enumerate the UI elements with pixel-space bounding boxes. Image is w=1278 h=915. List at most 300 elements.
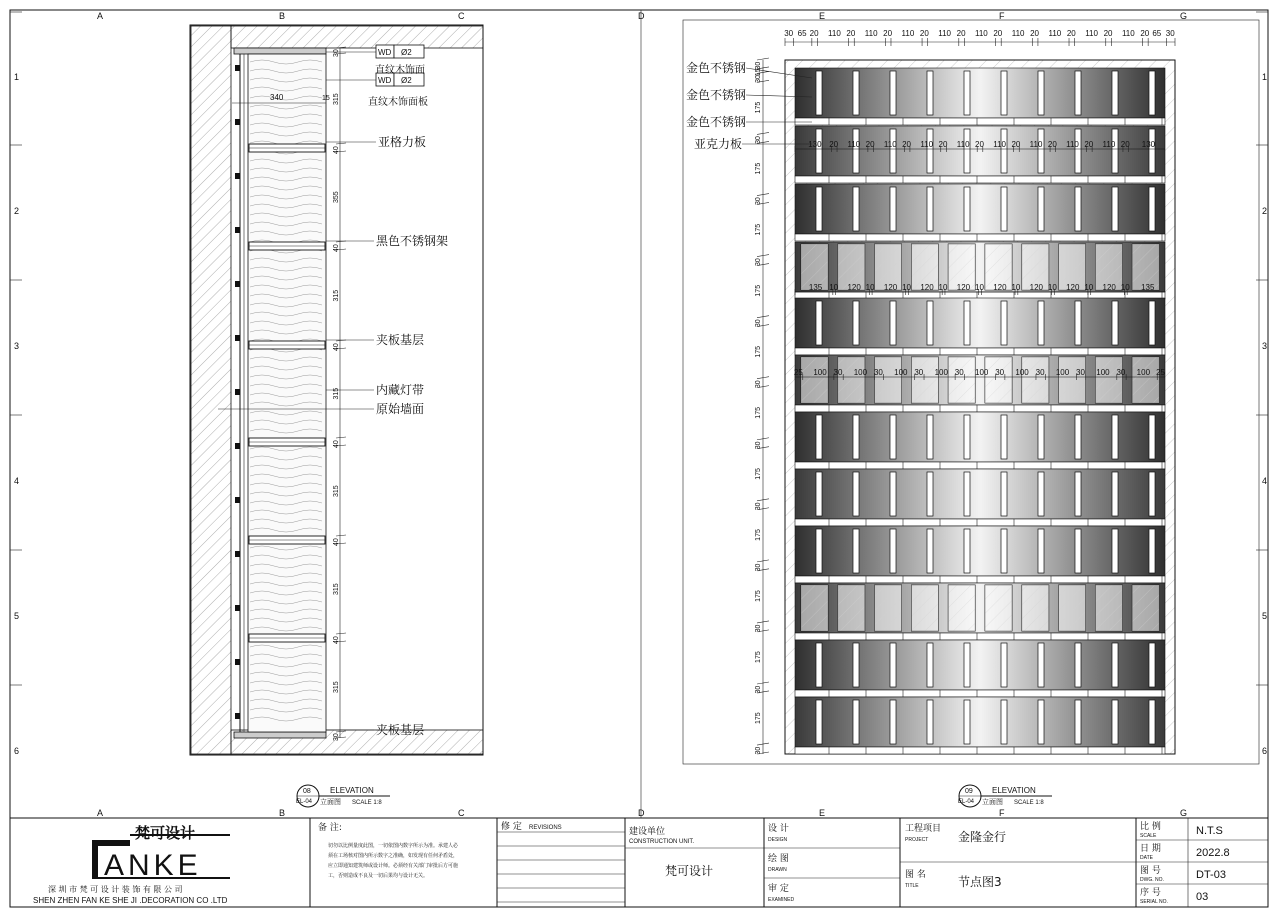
svg-text:DWG. NO.: DWG. NO. <box>1140 877 1164 883</box>
tag-num: Ø2 <box>401 48 412 57</box>
svg-text:ELEVATION: ELEVATION <box>992 786 1036 795</box>
dwg-value: DT-03 <box>1196 869 1226 881</box>
row6-dim-3: 100 <box>853 368 868 377</box>
gold-steel-slot <box>964 643 970 687</box>
left-label-5: 内藏灯带 <box>376 383 425 397</box>
row4-dim-17: 10 <box>1120 283 1130 292</box>
gold-steel-slot <box>1112 643 1118 687</box>
gold-steel-slot <box>890 643 896 687</box>
anchor-icon <box>235 605 240 611</box>
svg-text:立面图: 立面图 <box>320 798 341 806</box>
row1-dim-18: 130 <box>1141 140 1156 149</box>
acrylic-panel-row <box>795 68 1165 118</box>
gold-steel-slot <box>927 301 933 345</box>
left-dim-10: 40 <box>333 538 340 546</box>
row6-dim-8: 30 <box>954 368 964 377</box>
gold-steel-bar <box>795 576 1165 583</box>
gold-steel-slot <box>1001 472 1007 516</box>
row1-dim-10: 110 <box>993 140 1006 149</box>
gold-steel-slot <box>890 700 896 744</box>
gold-steel-slot <box>1001 529 1007 573</box>
anchor-icon <box>235 389 240 395</box>
grid-col-bottom-G: G <box>1180 808 1188 818</box>
left-dim-9: 315 <box>333 485 340 497</box>
side-dim-18: 30 <box>755 563 762 572</box>
gold-steel-slot <box>1038 643 1044 687</box>
gold-steel-slot <box>816 529 822 573</box>
grid-col-F: F <box>999 11 1005 21</box>
svg-text:SERIAL NO.: SERIAL NO. <box>1140 899 1168 905</box>
side-dim-7: 175 <box>755 223 762 236</box>
svg-text:DESIGN: DESIGN <box>768 837 788 843</box>
row1-dim-3: 20 <box>865 140 875 149</box>
gold-steel-bar <box>795 348 1165 355</box>
svg-text:REVISIONS: REVISIONS <box>529 825 562 831</box>
grid-col-bottom-E: E <box>819 808 826 818</box>
side-dim-10: 30 <box>755 319 762 328</box>
grid-col-bottom-D: D <box>638 808 645 818</box>
side-dim-9: 175 <box>755 284 762 297</box>
row1-dim-12: 110 <box>1029 140 1043 149</box>
gold-steel-slot <box>1112 129 1118 173</box>
row4-dim-13: 10 <box>1047 283 1057 292</box>
gold-steel-slot <box>1075 415 1081 459</box>
side-dim-11: 175 <box>755 345 762 358</box>
svg-text:立面图: 立面图 <box>982 798 1003 806</box>
tag-code: WD <box>378 48 392 57</box>
top-dim-16: 20 <box>1066 29 1076 38</box>
gold-steel-slot <box>816 643 822 687</box>
top-dim-13: 110 <box>1011 29 1025 38</box>
svg-text:应立即通知建筑师或设计师。必须经有关部门审批后方可施: 应立即通知建筑师或设计师。必须经有关部门审批后方可施 <box>328 863 459 869</box>
row4-dim-2: 120 <box>847 283 861 292</box>
construction-value: 梵可设计 <box>665 864 714 878</box>
dim-small-15: 15 <box>322 95 330 102</box>
svg-text:须在工场核对图内所示数字之准确，如发现有任何矛盾处，: 须在工场核对图内所示数字之准确，如发现有任何矛盾处， <box>328 853 459 859</box>
gold-steel-slot <box>816 415 822 459</box>
side-dim-3: 175 <box>755 101 762 114</box>
gold-steel-slot <box>1038 129 1044 173</box>
gold-steel-slot <box>890 187 896 231</box>
gold-steel-slot <box>964 71 970 115</box>
gold-steel-slot <box>1001 301 1007 345</box>
grid-row-1: 1 <box>14 72 20 82</box>
company-cn: 深 圳 市 梵 可 设 计 装 饰 有 限 公 司 <box>48 885 183 894</box>
grid-col-B: B <box>279 11 286 21</box>
row6-dim-13: 100 <box>1055 368 1070 377</box>
top-dim-15: 110 <box>1048 29 1062 38</box>
top-dim-2: 20 <box>809 29 819 38</box>
right-elevation <box>683 20 1259 764</box>
gold-steel-slot <box>1112 187 1118 231</box>
gold-steel-slot <box>964 129 970 173</box>
gold-steel-slot <box>1149 187 1155 231</box>
row6-dim-10: 30 <box>995 368 1005 377</box>
top-dim-4: 20 <box>846 29 856 38</box>
row6-dim-1: 100 <box>813 368 827 377</box>
grid-row-2: 2 <box>14 206 20 216</box>
row1-dim-11: 20 <box>1011 140 1021 149</box>
left-label-7: 夹板基层 <box>376 723 425 737</box>
left-dim-4: 40 <box>333 244 340 252</box>
row4-dim-4: 120 <box>883 283 898 292</box>
gold-steel-slot <box>853 129 859 173</box>
top-dim-0: 30 <box>784 29 794 38</box>
left-vertical-dimensions <box>333 47 346 741</box>
grid-row-3: 3 <box>14 341 20 351</box>
acrylic-panel-row <box>795 526 1165 576</box>
row6-dim-9: 100 <box>975 368 989 377</box>
row1-dim-8: 110 <box>956 140 970 149</box>
project-value: 金隆金行 <box>958 830 1007 844</box>
side-dim-4: 30 <box>755 136 762 144</box>
acrylic-panel-row <box>795 126 1165 176</box>
label-wood-veneer: 直纹木饰面 <box>375 65 425 76</box>
anchor-icon <box>235 659 240 665</box>
logo-en: ANKE <box>104 849 202 882</box>
gold-steel-slot <box>1001 643 1007 687</box>
gold-steel-slot <box>853 472 859 516</box>
svg-text:图 号: 图 号 <box>1140 866 1161 876</box>
gold-steel-slot <box>890 129 896 173</box>
side-dim-15: 175 <box>755 468 762 480</box>
grid-col-bottom-B: B <box>279 808 286 818</box>
gold-steel-bar <box>795 462 1165 469</box>
notes-title: 备 注: <box>318 823 342 833</box>
row4-dim-5: 10 <box>902 283 912 292</box>
gold-steel-bar <box>795 405 1165 412</box>
svg-text:EL-04: EL-04 <box>296 799 313 805</box>
left-dim-13: 315 <box>333 681 340 693</box>
row6-dim-7: 100 <box>934 368 948 377</box>
row4-dim-6: 120 <box>920 283 934 292</box>
top-dim-18: 20 <box>1103 29 1113 38</box>
row4-dim-7: 10 <box>938 283 948 292</box>
svg-text:SCALE 1:8: SCALE 1:8 <box>352 800 382 806</box>
grid-col-bottom-F: F <box>999 808 1005 818</box>
grid-row-right-6: 6 <box>1262 746 1268 756</box>
svg-text:TITLE: TITLE <box>905 883 919 889</box>
top-dimensions <box>784 29 1175 46</box>
acrylic-panel-row <box>795 184 1165 234</box>
gold-steel-slot <box>816 472 822 516</box>
svg-text:序 号: 序 号 <box>1140 888 1161 898</box>
gold-steel-slot <box>816 129 822 173</box>
gold-steel-slot <box>890 529 896 573</box>
gold-steel-slot <box>1001 415 1007 459</box>
side-dim-21: 175 <box>755 651 762 663</box>
gold-steel-slot <box>927 643 933 687</box>
gold-steel-slot <box>1149 529 1155 573</box>
title-value: 节点图3 <box>958 875 1002 889</box>
gold-steel-slot <box>1038 301 1044 345</box>
gold-steel-slot <box>1038 415 1044 459</box>
gold-steel-bar <box>795 118 1165 125</box>
anchor-icon <box>235 173 240 179</box>
top-dim-1: 65 <box>797 29 807 38</box>
gold-steel-slot <box>816 700 822 744</box>
row4-dim-14: 120 <box>1066 283 1080 292</box>
gold-steel-slot <box>1112 301 1118 345</box>
anchor-icon <box>235 443 240 449</box>
row1-dim-15: 20 <box>1084 140 1094 149</box>
top-dim-9: 110 <box>938 29 952 38</box>
gold-steel-slot <box>816 71 822 115</box>
side-dim-13: 175 <box>755 407 762 419</box>
top-dim-11: 110 <box>975 29 988 38</box>
acrylic-panel-row <box>795 469 1165 519</box>
left-dim-8: 40 <box>333 440 340 448</box>
row6-dim-16: 30 <box>1116 368 1126 377</box>
svg-text:绘 图: 绘 图 <box>768 854 789 864</box>
svg-text:DATE: DATE <box>1140 855 1153 861</box>
row1-dim-1: 20 <box>829 140 839 149</box>
side-dim-5: 175 <box>755 162 762 175</box>
callout-09 <box>958 785 1052 807</box>
gold-steel-slot <box>890 301 896 345</box>
gold-steel-slot <box>927 187 933 231</box>
gold-steel-slot <box>927 415 933 459</box>
grid-row-4: 4 <box>14 476 20 486</box>
gold-steel-slot <box>890 71 896 115</box>
row4-dim-12: 120 <box>1029 283 1044 292</box>
anchor-icon <box>235 335 240 341</box>
left-label-2: 亚格力板 <box>378 135 427 149</box>
gold-steel-slot <box>1001 700 1007 744</box>
svg-text:EXAMINED: EXAMINED <box>768 897 795 903</box>
gold-steel-slot <box>1075 643 1081 687</box>
row4-dim-11: 10 <box>1011 283 1021 292</box>
row1-dim-5: 20 <box>902 140 912 149</box>
right-label-0: 金色不锈钢 <box>686 61 747 75</box>
right-label-2: 金色不锈钢 <box>686 115 747 129</box>
row1-dim-9: 20 <box>975 140 984 149</box>
row6-dim-5: 100 <box>894 368 908 377</box>
gold-steel-bar <box>795 519 1165 526</box>
row4-dim-15: 10 <box>1084 283 1094 292</box>
grid-row-right-2: 2 <box>1262 206 1268 216</box>
tag-num: Ø2 <box>401 76 412 85</box>
gold-steel-slot <box>927 71 933 115</box>
side-dim-6: 30 <box>755 197 762 205</box>
right-label-3: 亚克力板 <box>694 137 743 151</box>
row4-dim-18: 135 <box>1141 283 1155 292</box>
gold-steel-slot <box>816 301 822 345</box>
side-dim-1: 15 <box>755 68 762 77</box>
left-dim-3: 355 <box>333 191 340 203</box>
gold-steel-slot <box>964 187 970 231</box>
svg-text:审 定: 审 定 <box>768 884 789 894</box>
svg-text:工程项目: 工程项目 <box>905 824 942 834</box>
gold-steel-slot <box>927 129 933 173</box>
company-en: SHEN ZHEN FAN KE SHE JI .DECORATION CO .LTD <box>33 896 228 905</box>
side-dim-12: 30 <box>755 380 762 389</box>
row6-dim-14: 30 <box>1076 368 1085 377</box>
dim-top-340: 340 <box>270 93 284 102</box>
left-dim-2: 40 <box>333 146 340 154</box>
row1-dim-13: 20 <box>1047 140 1057 149</box>
original-wall-hatch <box>191 26 231 754</box>
gold-steel-slot <box>1112 415 1118 459</box>
left-label-4: 夹板基层 <box>376 333 425 347</box>
grid-col-bottom-C: C <box>458 808 465 818</box>
callout-08 <box>296 785 390 807</box>
row6-dim-15: 100 <box>1096 368 1110 377</box>
serial-value: 03 <box>1196 891 1209 903</box>
side-dim-14: 30 <box>755 441 762 450</box>
side-dim-22: 30 <box>755 685 762 694</box>
top-dim-21: 65 <box>1152 29 1162 38</box>
top-dim-10: 20 <box>956 29 966 38</box>
row1-dim-4: 110 <box>883 140 897 149</box>
row1-dim-6: 110 <box>920 140 934 149</box>
gold-steel-slot <box>964 472 970 516</box>
acrylic-panel-row <box>795 298 1165 348</box>
gold-steel-bar <box>795 234 1165 241</box>
gold-steel-slot <box>1038 187 1044 231</box>
tag-code: WD <box>378 76 392 85</box>
svg-text:ELEVATION: ELEVATION <box>330 786 374 795</box>
side-dim-16: 30 <box>755 502 762 511</box>
svg-text:切勿以比例量度此图，一切依图内数字所示为准。承建人必: 切勿以比例量度此图，一切依图内数字所示为准。承建人必 <box>328 843 459 849</box>
left-label-3: 黑色不锈钢架 <box>376 234 449 248</box>
top-dim-8: 20 <box>919 29 929 38</box>
top-dim-14: 20 <box>1030 29 1040 38</box>
gold-steel-slot <box>853 529 859 573</box>
row6-dim-0: 25 <box>793 368 803 377</box>
gold-steel-slot <box>927 700 933 744</box>
gold-steel-slot <box>1149 472 1155 516</box>
right-label-1: 金色不锈钢 <box>686 88 747 102</box>
svg-text:EL-04: EL-04 <box>958 799 975 805</box>
row6-dim-12: 30 <box>1035 368 1045 377</box>
scale-value: N.T.S <box>1196 825 1223 837</box>
gold-steel-slot <box>1075 472 1081 516</box>
gold-steel-slot <box>1075 187 1081 231</box>
anchor-icon <box>235 497 240 503</box>
side-dim-19: 175 <box>755 590 762 602</box>
row6-dim-18: 25 <box>1156 368 1166 377</box>
gold-steel-slot <box>1075 301 1081 345</box>
grid-row-right-1: 1 <box>1262 72 1268 82</box>
gold-steel-slot <box>853 187 859 231</box>
gold-steel-slot <box>890 472 896 516</box>
gold-steel-slot <box>1112 472 1118 516</box>
top-dim-6: 20 <box>883 29 893 38</box>
gold-steel-slot <box>1149 301 1155 345</box>
svg-text:09: 09 <box>965 788 973 795</box>
gold-steel-slot <box>1075 129 1081 173</box>
gold-steel-slot <box>964 529 970 573</box>
side-dim-17: 175 <box>755 529 762 541</box>
top-dim-19: 110 <box>1121 29 1135 38</box>
gold-steel-slot <box>927 529 933 573</box>
gold-steel-slot <box>853 71 859 115</box>
row6-dim-11: 100 <box>1015 368 1029 377</box>
gold-steel-slot <box>1149 129 1155 173</box>
gradient-panels <box>795 68 1165 754</box>
left-elevation <box>190 25 483 755</box>
gold-steel-slot <box>816 187 822 231</box>
gold-steel-slot <box>1038 472 1044 516</box>
gold-steel-slot <box>1149 700 1155 744</box>
gold-steel-slot <box>853 643 859 687</box>
left-dim-12: 40 <box>333 636 340 644</box>
side-dim-23: 175 <box>755 712 762 725</box>
row4-dim-0: 135 <box>808 283 823 292</box>
gold-steel-slot <box>1149 71 1155 115</box>
svg-text:图 名: 图 名 <box>905 870 926 880</box>
grid-column-labels-bottom <box>97 808 1187 818</box>
row6-dim-6: 30 <box>914 368 924 377</box>
grid-row-5: 5 <box>14 611 20 621</box>
gold-steel-slot <box>1149 643 1155 687</box>
revisions-label: 修 定 <box>501 822 522 832</box>
gold-steel-slot <box>1001 71 1007 115</box>
left-dim-6: 40 <box>333 343 340 351</box>
gold-steel-slot <box>1112 700 1118 744</box>
anchor-icon <box>235 227 240 233</box>
svg-text:工，否则造成不良及一切后果均与设计无关。: 工，否则造成不良及一切后果均与设计无关。 <box>328 873 429 879</box>
row4-dim-3: 10 <box>865 283 875 292</box>
gold-steel-slot <box>1038 71 1044 115</box>
side-dim-2: 30 <box>755 75 762 83</box>
left-dim-1: 315 <box>333 93 340 105</box>
grid-col-A: A <box>97 11 104 21</box>
gold-steel-slot <box>964 415 970 459</box>
row4-dim-1: 10 <box>829 283 839 292</box>
gold-steel-bar <box>795 690 1165 697</box>
label-wood-veneer-board: 直纹木饰面板 <box>368 97 428 108</box>
gold-steel-bar <box>795 176 1165 183</box>
row1-dim-16: 110 <box>1102 140 1116 149</box>
row4-dim-10: 120 <box>993 283 1007 292</box>
acrylic-panel-row <box>795 412 1165 462</box>
anchor-icon <box>235 551 240 557</box>
row1-dim-17: 20 <box>1120 140 1130 149</box>
row1-dim-7: 20 <box>938 140 948 149</box>
svg-text:比 例: 比 例 <box>1140 822 1161 832</box>
side-dim-24: 30 <box>755 746 762 755</box>
side-dim-8: 30 <box>755 258 762 267</box>
top-dim-7: 110 <box>901 29 915 38</box>
side-dimensions <box>755 58 769 755</box>
row1-dim-14: 110 <box>1066 140 1079 149</box>
left-dim-5: 315 <box>333 289 340 302</box>
svg-text:CONSTRUCTION UNIT.: CONSTRUCTION UNIT. <box>629 839 694 845</box>
svg-text:日 期: 日 期 <box>1140 844 1161 854</box>
svg-text:PROJECT: PROJECT <box>905 837 929 843</box>
grid-col-bottom-A: A <box>97 808 104 818</box>
left-dim-0: 30 <box>333 49 340 57</box>
row6-dim-17: 100 <box>1136 368 1151 377</box>
gold-steel-bar <box>795 747 1165 754</box>
gold-steel-slot <box>1075 71 1081 115</box>
svg-text:建设单位: 建设单位 <box>629 827 666 837</box>
gold-steel-slot <box>1112 71 1118 115</box>
svg-text:08: 08 <box>303 788 311 795</box>
gold-steel-bar <box>795 633 1165 640</box>
gold-steel-slot <box>1075 529 1081 573</box>
side-dim-0: 30 <box>755 61 762 70</box>
svg-text:SCALE: SCALE <box>1140 833 1157 839</box>
svg-text:SCALE 1:8: SCALE 1:8 <box>1014 800 1044 806</box>
anchor-icon <box>235 119 240 125</box>
row1-dim-0: 130 <box>808 140 822 149</box>
top-dim-17: 110 <box>1085 29 1098 38</box>
left-label-6: 原始墙面 <box>376 402 425 416</box>
top-dim-3: 110 <box>828 29 841 38</box>
